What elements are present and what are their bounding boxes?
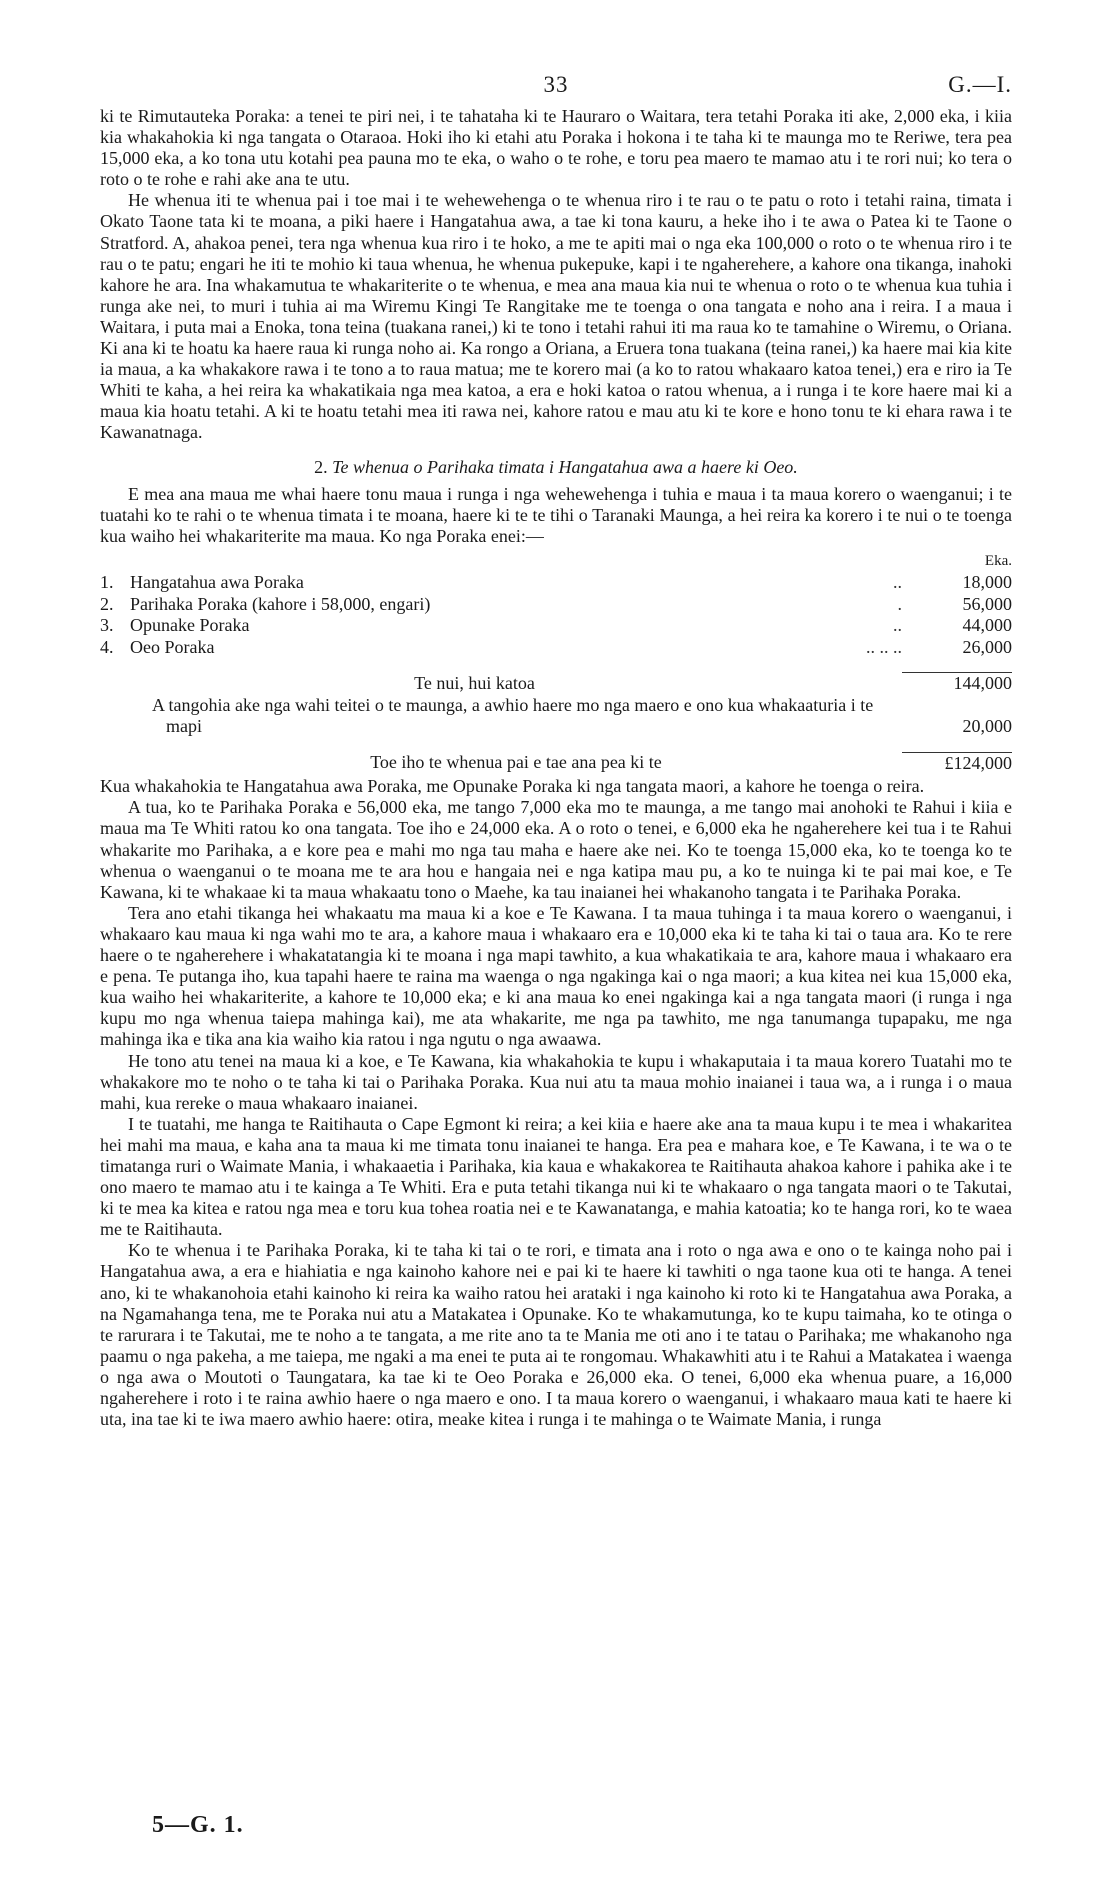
table-row <box>100 594 1012 616</box>
row-dots: .. <box>893 572 902 593</box>
row-label: Hangatahua awa Poraka <box>130 572 304 593</box>
net-value: £124,000 <box>902 752 1012 774</box>
row-number: 3. <box>100 615 114 636</box>
row-label: Oeo Poraka <box>130 636 215 657</box>
paragraph: I te tuatahi, me hanga te Raitihauta o Cape Egmont ki reira; a kei kiia e haere ake ana ta maua kupu i te mea i whakaritea hei mahi ma maua, e kaha ana ta maua ki me timata tonu inaianei te hanga. Era pea e mahara koe, e Te Kawana, i te wa o te timatanga ruri o Waimate Mania, i whakaaetia i Parihaka, kia kaua e whakakorea te Raitihauta ahakoa kahore i pahika ake i te ono maero te mamao atu i te kainga a Te Whiti. Era e puta tetahi tikanga nui ki te whakaaro o nga tangata maori o te Takutai, ki te mea ka kitea e ratou nga mea e toru kua tohea roatia nei e te Kawanatanga, e mahia katoatia; ko te hanga rori, ko te waea me te Raitihauta. <box>100 1113 1012 1240</box>
row-label: Opunake Poraka <box>130 615 250 636</box>
total-value: 144,000 <box>902 673 1012 695</box>
row-number: 4. <box>100 636 114 657</box>
section-intro: E mea ana maua me whai haere tonu maua i runga i nga wehewehenga i tuhia e maua i ta maua korero o waenganui; i te tuatahi ko te rahi o te whenua timata i te moana, haere ki te te tihi o Taranaki Maunga, a hei reira ka korero i te nui o te toenga kua waiho hei whakariterite ma maua. Ko nga Poraka enei:— <box>100 483 1012 546</box>
signature-mark: 5—G. 1. <box>152 1812 244 1838</box>
deduct-label: A tangohia ake nga wahi teitei o te maunga, a awhio haere mo nga maero e ono kua whakaaturia i te mapi <box>152 694 874 737</box>
section-number: 2. <box>314 456 328 477</box>
section-heading <box>100 456 1012 478</box>
row-dots: .. .. .. <box>866 636 902 657</box>
paragraph: Tera ano etahi tikanga hei whakaatu ma maua ki a koe e Te Kawana. I ta maua tuhinga i ta maua korero o waenganui, i whakaaro kau maua ki nga wahi mo te ara, a kahore maua i whakaaro era e 10,000 eka ki te taha ki tai o taua ara. Ko te rere haere o te ngaherehere i whakatatangia ki te moana i nga mapi tawhito, a kua whakatikaia te ara, kahore maua i whakaaro era e pena. Te putanga iho, kua tapahi haere te raina ma waenga o nga ngakinga kai o nga maori; a kua kitea nei kua 15,000 eka, kua waiho hei whakariterite, a kahore te 10,000 eka; e ki ana maua ko enei ngakinga kai a nga tangata maori (i runga i nga kupu mo nga whenua taiepa mahinga kai), me ata whakarite, me nga pa tawhito, me nga tanumanga tupapaku, me nga mahinga ika e tika ana kia waiho kia ratou i nga ngutu o nga awaawa. <box>100 902 1012 1050</box>
table-row <box>100 615 1012 637</box>
row-value: 44,000 <box>962 615 1012 636</box>
paragraph: Kua whakahokia te Hangatahua awa Poraka, me Opunake Poraka ki nga tangata maori, a kahore he toenga o reira. <box>100 776 925 797</box>
net-row <box>100 752 1012 774</box>
paragraph: He whenua iti te whenua pai i toe mai i te wehewehenga o te whenua riro i te rau o te patu o roto i tetahi raina, timata i Okato Taone tata ki te moana, a piki haere i Hangatahua awa, a tae ki tona kauru, a heke iho i te awa o Patea ki te Taone o Stratford. A, ahakoa penei, tera nga whenua kua riro i te hoko, a me te apiti mai o nga eka 100,000 o roto o te whenua riro i te rau o te patu; engari he iti te mohio ki taua whenua, he whenua pukepuke, kapi i te ngaherehere, a kahore ona tikanga, inahoki kahore he ara. Ina whakamutua te whakariterite o te whenua, e mea ana maua kia nui te whenua o roto o te whenua kua tuhia i runga ake nei, to muri i tuhia ai ma Wiremu Kingi Te Rangitake me te toenga o ona tangata e noho ana i reira. I a maua i Waitara, i puta mai a Enoka, tona teina (tuakana ranei,) ki te tono i tetahi rahui iti ma raua ko te tamahine o Wiremu, o Oriana. Ki ana ki te hoatu ka haere raua ki runga noho ai. Ka rongo a Oriana, a Eruera tona tuakana (teina ranei,) ka haere mai kia kite ia maua, a ka whakakore rawa i te tono a to raua matua; me te korero mai (a ko to ratou whakaaro katoa tenei,) era e riro ia Te Whiti te kaha, a hei reira ka whakatikaia nga mea katoa, a era e hoki katoa o ratou whenua, a i runga i te kore haere mai ki a maua kia hoatu tetahi. A ki te hoatu tetahi mea iti rawa nei, kahore ratou e mau atu ki te kore e hono tonu te ki ehara rawa i te Kawanatnaga. <box>100 190 1012 443</box>
row-number: 2. <box>100 593 114 614</box>
paragraph: He tono atu tenei na maua ki a koe, e Te Kawana, kia whakahokia te kupu i whakaputaia i ta maua korero Tuatahi mo te whakakore mo te noho o te taha ki tai o Parihaka Poraka. Kua nui atu ta maua mohio inaianei i taua wa, a i runga i o maua mahi, kua rereke o maua whakaaro inaianei. <box>100 1050 1012 1113</box>
paragraph: A tua, ko te Parihaka Poraka e 56,000 eka, me tango 7,000 eka mo te maunga, a me tango mai anohoki te Rahui i kiia e maua ma Te Whiti ratou ko ona tangata. Toe iho e 24,000 eka. A o roto o tenei, e 6,000 eka he ngaherehere kei tua i te Rahui whakarite mo Parihaka, a e kore pea e mahi mo nga tau maha e haere ake nei. Ko te toenga 15,000 eka, ko te toenga ko te whenua o waenganui o te moana me te ara hou e hangaia nei e nga katipa mau pu, a ko te nuinga ki te pai mai koe, e Te Kawana, ki te whakaae ki ta maua whakaatu tono o Maehe, ka tau inaianei hei whakanoho tangata i te Parihaka Poraka. <box>100 797 1012 902</box>
document-page <box>100 72 1012 1430</box>
row-label: Parihaka Poraka (kahore i 58,000, engari) <box>130 593 431 614</box>
table-row <box>100 637 1012 659</box>
section-title: Te whenua o Parihaka timata i Hangatahua awa a haere ki Oeo. <box>332 456 798 477</box>
total-row <box>100 673 1012 695</box>
row-value: 26,000 <box>962 636 1012 657</box>
row-value: 18,000 <box>962 572 1012 593</box>
page-number: 33 <box>543 72 569 97</box>
land-blocks-table <box>100 551 1012 775</box>
deduct-row <box>100 695 1012 738</box>
deduct-value: 20,000 <box>962 716 1012 737</box>
document-reference: G.—I. <box>948 72 1012 97</box>
row-value: 56,000 <box>962 593 1012 614</box>
unit-header: Eka. <box>984 552 1012 569</box>
row-dots: .. <box>893 615 902 636</box>
total-label: Te nui, hui katoa <box>414 672 535 693</box>
table-row <box>100 572 1012 594</box>
row-dots: . <box>897 593 902 614</box>
net-label: Toe iho te whenua pai e tae ana pea ki te <box>370 752 662 773</box>
page-header <box>100 72 1012 106</box>
paragraph-continuation: ki te Rimutauteka Poraka: a tenei te piri nei, i te tahataha ki te Hauraro o Waitara, tera tetahi Poraka iti ake, 2,000 eka, i kiia kia whakahokia ki nga tangata o Otaraoa. Hoki iho ki etahi atu Poraka i hokona i te taha ki te maunga mo te Reriwe, tera pea 15,000 eka, a ko tona utu kotahi pea pauna mo te eka, o waho o te rohe, e toru pea maero te mamao atu i te rori nui; ko tera o roto o te rohe e rahi ake ana te utu. <box>100 106 1012 190</box>
row-number: 1. <box>100 572 114 593</box>
paragraph: Ko te whenua i te Parihaka Poraka, ki te taha ki tai o te rori, e timata ana i roto o nga awa e ono o te kainga noho pai i Hangatahua awa, a era e hiahiatia e nga kainoho kahore nei e pai ki te haere ki tawhiti o nga taone kua oti te hanga. A tenei ano, ki te whakanohoia etahi kainoho ki reira ka waiho ratou hei arataki i nga kainoho ki roto ki te Hangatahua awa Poraka, a na Ngamahanga tena, me te Poraka nui atu a Matakatea i Opunake. Ko te whakamutunga, ko te kupu taimaha, ko te otinga o te rarurara i te Takutai, me te noho a te tangata, a me rite ano ta te Mania me oti ano i te tatau o Parihaka; me whakanoho nga paamu o nga pakeha, a me taiepa, me ngaki a ma enei te puta ai te rongomau. Whakawhiti atu i te Rahui a Matakatea i waenga o nga awa o Moutoti o Taungatara, ka tae ki te Oeo Poraka e 26,000 eka. O tenei, 6,000 eka whenua puare, a 16,000 ngaherehere i roto i te raina awhio haere o nga maero e ono. I ta maua korero o waenganui, i whakaaro maua kati te haere ki uta, ina tae ki te iwa maero awhio haere: otira, meake kitea i runga i te mahinga o te Waimate Mania, i runga <box>100 1240 1012 1430</box>
